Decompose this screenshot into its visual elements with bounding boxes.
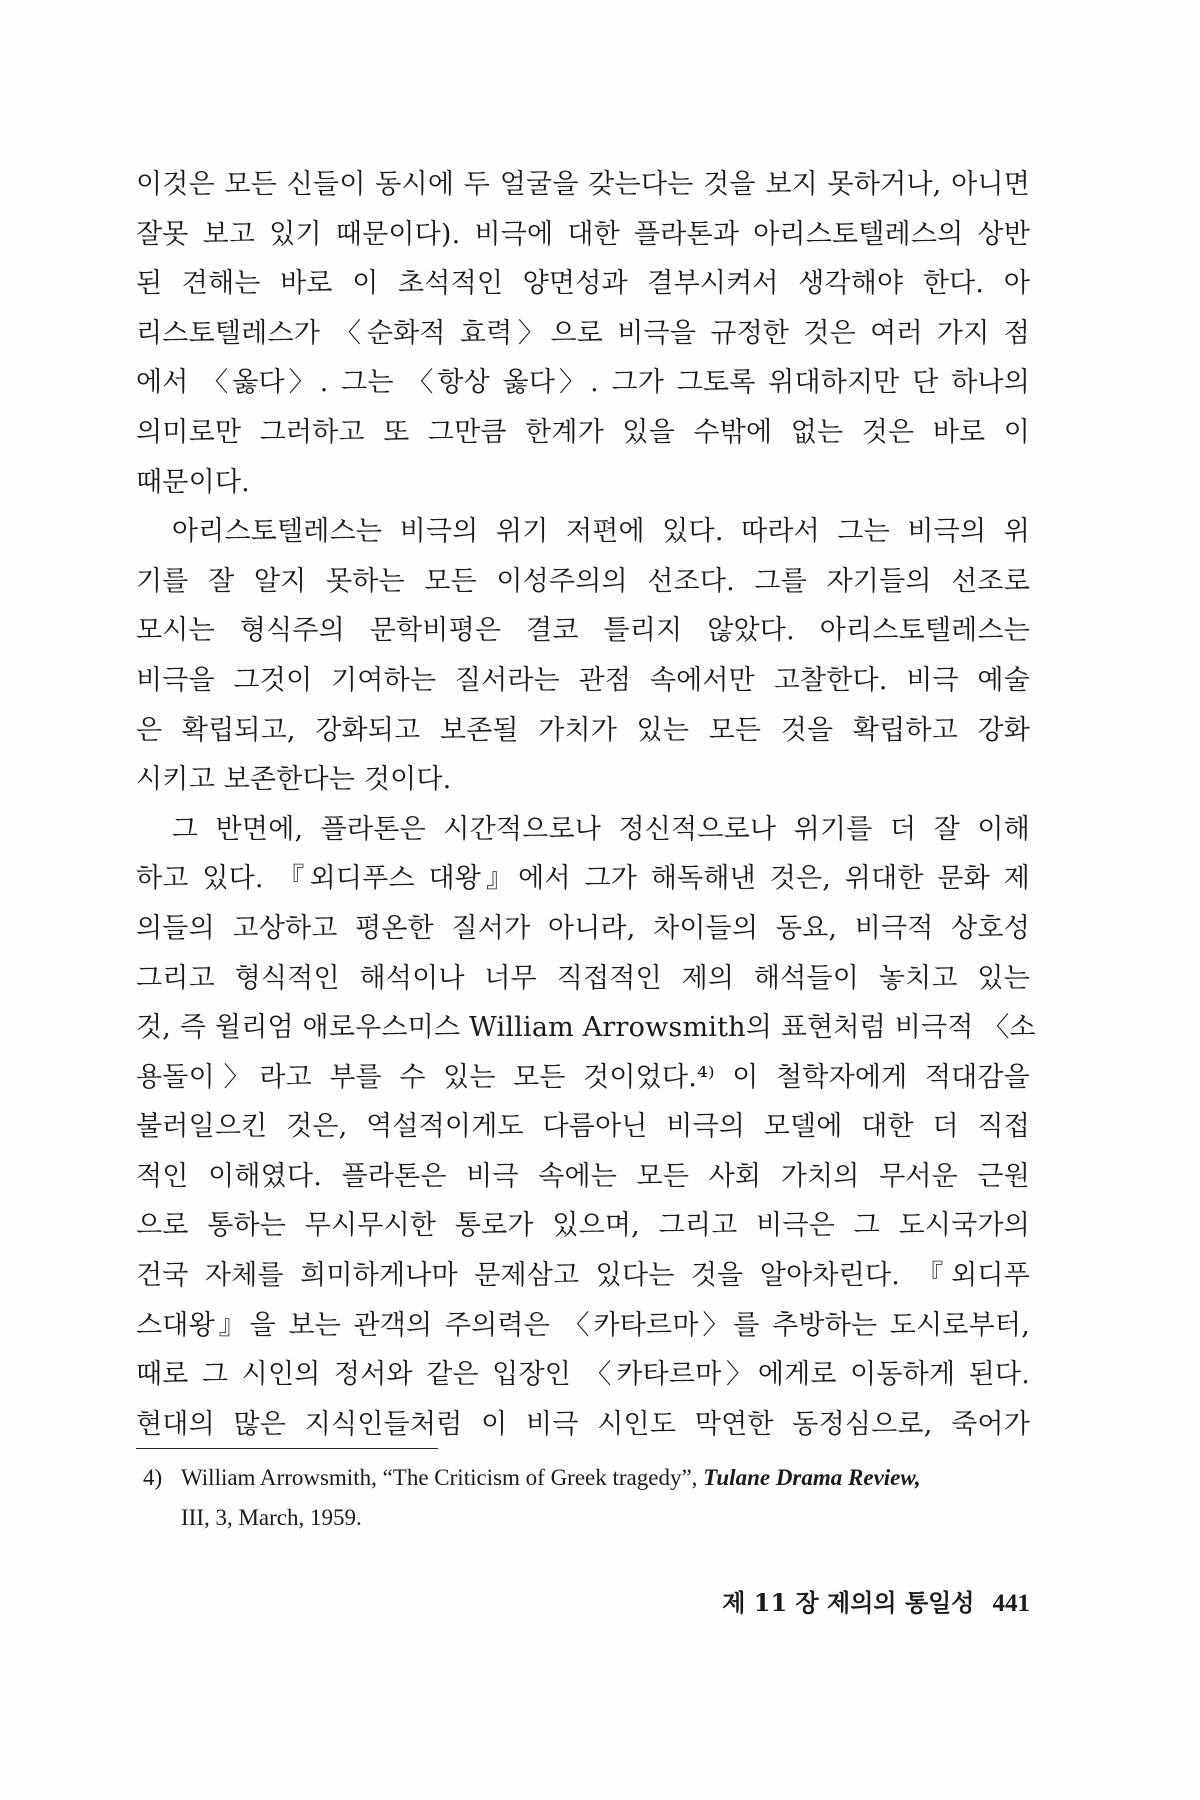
- text-line: 된 견해는 바로 이 초석적인 양면성과 결부시켜서 생각해야 한다. 아: [136, 268, 1030, 300]
- text-line: 에서 〈옳다〉. 그는 〈항상 옳다〉. 그가 그토록 위대하지만 단 하나의: [136, 367, 1030, 399]
- text-line: 이것은 모든 신들이 동시에 두 얼굴을 갖는다는 것을 보지 못하거나, 아니면: [136, 169, 1030, 200]
- text-line: 때로 그 시인의 정서와 같은 입장인 〈카타르마〉에게로 이동하게 된다.: [136, 1359, 1030, 1391]
- text-line: 의미로만 그러하고 또 그만큼 한계가 있을 수밖에 없는 것은 바로 이: [136, 416, 1030, 448]
- text-line: 건국 자체를 희미하게나마 문제삼고 있다는 것을 알아차린다. 『외디푸: [136, 1260, 1030, 1292]
- text-line: 용돌이〉라고 부를 수 있는 모든 것이었다.⁴⁾ 이 철학자에게 적대감을: [136, 1061, 1030, 1093]
- text-line: 그 반면에, 플라톤은 시간적으로나 정신적으로나 위기를 더 잘 이해: [136, 813, 1030, 845]
- footnote-number: 4): [143, 1465, 163, 1490]
- text-line: 그리고 형식적인 해석이나 너무 직접적인 제의 해석들이 놓치고 있는: [136, 962, 1030, 994]
- text-line: 잘못 보고 있기 때문이다). 비극에 대한 플라톤과 아리스토텔레스의 상반: [136, 218, 1030, 250]
- footnote-divider: [136, 1448, 438, 1449]
- chapter-title: 제 11 장 제의의 통일성: [722, 1588, 975, 1617]
- footnote-line: [143, 1458, 1033, 1498]
- text-line: 것, 즉 윌리엄 애로우스미스 William Arrowsmith의 표현처럼 비극적 〈소: [136, 1012, 1036, 1044]
- page-number: 441: [992, 1590, 1030, 1617]
- text-line: 비극을 그것이 기여하는 질서라는 관점 속에서만 고찰한다. 비극 예술: [136, 664, 1030, 696]
- text-line: 기를 잘 알지 못하는 모든 이성주의의 선조다. 그를 자기들의 선조로: [136, 565, 1030, 597]
- text-line: 시키고 보존한다는 것이다.: [136, 764, 452, 796]
- text-line: 아리스토텔레스는 비극의 위기 저편에 있다. 따라서 그는 비극의 위: [136, 516, 1030, 548]
- text-line: 때문이다.: [136, 466, 250, 498]
- running-footer: [694, 1583, 1030, 1618]
- footnote-journal-title: Tulane Drama Review,: [703, 1465, 921, 1490]
- text-line: 의들의 고상하고 평온한 질서가 아니라, 차이들의 동요, 비극적 상호성: [136, 912, 1030, 944]
- text-line: 스대왕』을 보는 관객의 주의력은 〈카타르마〉를 추방하는 도시로부터,: [136, 1309, 1030, 1341]
- footnote: [143, 1458, 1033, 1538]
- body-text: [136, 160, 1036, 1449]
- footnote-citation: William Arrowsmith, “The Criticism of Greek tragedy”,: [181, 1465, 704, 1490]
- text-line: 모시는 형식주의 문학비평은 결코 틀리지 않았다. 아리스토텔레스는: [136, 615, 1030, 647]
- text-line: 하고 있다. 『외디푸스 대왕』에서 그가 해독해낸 것은, 위대한 문화 제: [136, 863, 1030, 895]
- text-line: 리스토텔레스가 〈순화적 효력〉으로 비극을 규정한 것은 여러 가지 점: [136, 317, 1030, 349]
- text-line: 으로 통하는 무시무시한 통로가 있으며, 그리고 비극은 그 도시국가의: [136, 1210, 1030, 1242]
- footnote-continuation: III, 3, March, 1959.: [181, 1505, 362, 1530]
- text-line: 불러일으킨 것은, 역설적이게도 다름아닌 비극의 모델에 대한 더 직접: [136, 1111, 1030, 1143]
- text-line: 현대의 많은 지식인들처럼 이 비극 시인도 막연한 동정심으로, 죽어가: [136, 1408, 1030, 1440]
- text-line: 은 확립되고, 강화되고 보존될 가치가 있는 모든 것을 확립하고 강화: [136, 714, 1030, 746]
- text-line: 적인 이해였다. 플라톤은 비극 속에는 모든 사회 가치의 무서운 근원: [136, 1160, 1030, 1192]
